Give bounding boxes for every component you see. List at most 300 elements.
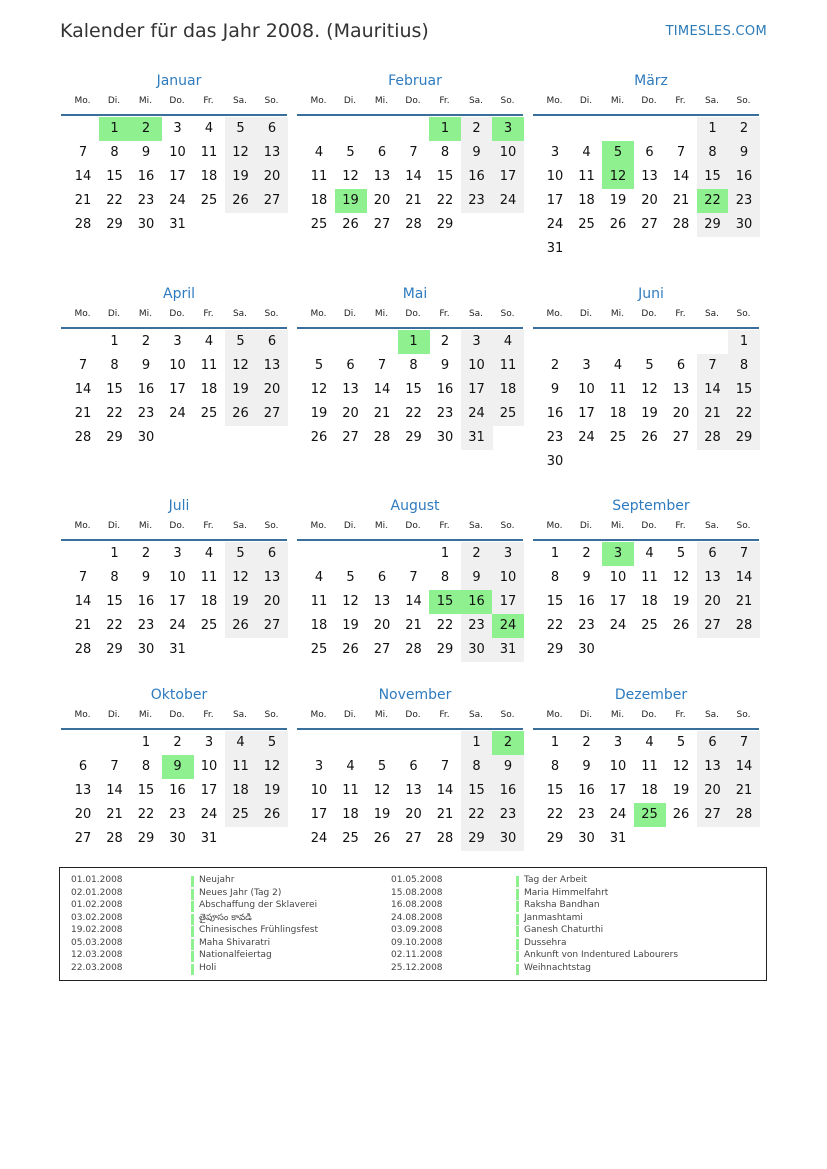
day-cell: 27: [697, 803, 729, 827]
day-cell: 2: [461, 117, 493, 141]
day-cell: 27: [672, 430, 690, 445]
holiday-day-cell: 2: [492, 731, 524, 755]
day-cell: 26: [225, 402, 257, 426]
day-cell: 9: [582, 570, 591, 585]
day-cell: 24: [461, 402, 493, 426]
day-cell: 15: [697, 165, 729, 189]
day-cell: 22: [106, 618, 123, 633]
header-rule: [533, 327, 759, 329]
day-cell: 2: [461, 542, 493, 566]
day-cell: 20: [74, 807, 92, 822]
weekday-label: Mi.: [610, 710, 625, 720]
day-cell: 22: [106, 193, 123, 208]
weekday-label: Mo.: [74, 521, 91, 531]
day-cell: 23: [461, 614, 493, 638]
weekday-label: Do.: [405, 710, 421, 720]
day-cell: 21: [672, 193, 690, 208]
day-cell: 19: [342, 618, 359, 633]
holiday-day-cell: 3: [492, 117, 524, 141]
day-cell: 16: [137, 594, 155, 609]
weekday-label: Sa.: [704, 521, 720, 531]
weekday-label: Sa.: [232, 309, 248, 319]
day-cell: 5: [314, 358, 324, 373]
day-cell: 25: [310, 642, 328, 657]
day-cell: 2: [582, 735, 591, 750]
day-cell: 5: [225, 117, 257, 141]
legend-date: 05.03.2008: [71, 937, 123, 948]
day-cell: 8: [550, 570, 560, 585]
day-cell: 24: [546, 217, 564, 232]
weekday-label: Fr.: [675, 96, 686, 106]
day-cell: 17: [310, 807, 328, 822]
legend-holiday-name: Janmashtami: [524, 912, 583, 923]
day-cell: 20: [256, 165, 288, 189]
day-cell: 4: [613, 358, 623, 373]
legend-date: 02.01.2008: [71, 887, 123, 898]
day-cell: 19: [609, 193, 627, 208]
legend-holiday-name: Ankunft von Indentured Labourers: [524, 950, 679, 960]
legend-holiday-name: Neujahr: [199, 875, 235, 885]
day-cell: 7: [728, 542, 760, 566]
day-cell: 29: [436, 217, 454, 232]
legend-date: 24.08.2008: [391, 912, 443, 923]
day-cell: 28: [405, 217, 422, 232]
day-cell: 21: [436, 807, 454, 822]
day-cell: 7: [110, 759, 119, 774]
day-cell: 17: [609, 594, 627, 609]
day-cell: 14: [672, 169, 690, 184]
day-cell: 22: [728, 402, 760, 426]
day-cell: 2: [550, 358, 560, 373]
legend-holiday-name: Weihnachtstag: [524, 962, 591, 973]
legend-date: 03.09.2008: [391, 925, 443, 935]
weekday-header: [539, 96, 763, 112]
day-cell: 18: [200, 382, 218, 397]
day-cell: 18: [641, 783, 658, 798]
day-cell: 31: [492, 638, 524, 662]
day-cell: 9: [141, 358, 151, 373]
day-cell: 20: [672, 406, 690, 421]
day-cell: 6: [256, 117, 288, 141]
legend-date: 02.11.2008: [391, 950, 443, 960]
day-cell: 26: [225, 614, 257, 638]
weekday-label: Mi.: [374, 521, 389, 531]
day-cell: 29: [106, 642, 123, 657]
day-cell: 7: [409, 145, 418, 160]
day-cell: 4: [204, 121, 214, 136]
weekday-header: [67, 521, 291, 537]
weekday-label: Fr.: [439, 521, 450, 531]
day-cell: 30: [578, 642, 595, 657]
day-cell: 24: [169, 406, 186, 421]
day-cell: 23: [137, 193, 155, 208]
day-cell: 14: [728, 755, 760, 779]
weekday-label: Di.: [579, 309, 593, 319]
day-cell: 30: [137, 430, 155, 445]
weekday-label: Mi.: [374, 309, 389, 319]
day-cell: 14: [728, 566, 760, 590]
weekday-label: Di.: [107, 521, 121, 531]
day-cell: 24: [169, 618, 186, 633]
day-cell: 14: [697, 378, 729, 402]
weekday-header: [539, 309, 763, 325]
weekday-label: Mi.: [138, 521, 153, 531]
month-title: Dezember: [614, 687, 688, 703]
weekday-header: [303, 96, 527, 112]
day-cell: 27: [697, 614, 729, 638]
day-cell: 31: [461, 426, 493, 450]
holiday-marker: [516, 951, 519, 962]
day-cell: 28: [405, 642, 422, 657]
day-cell: 25: [609, 430, 627, 445]
weekday-header: [67, 309, 291, 325]
weekday-label: Mi.: [374, 96, 389, 106]
weekday-label: Mi.: [138, 96, 153, 106]
day-cell: 30: [578, 831, 595, 846]
day-cell: 11: [200, 145, 218, 160]
day-cell: 10: [609, 759, 627, 774]
day-cell: 17: [578, 406, 595, 421]
legend-date: 25.12.2008: [391, 962, 443, 973]
weekday-label: Mo.: [74, 710, 91, 720]
day-cell: 15: [106, 382, 123, 397]
legend-holiday-name: Chinesisches Frühlingsfest: [199, 925, 319, 935]
header-rule: [61, 114, 287, 116]
day-cell: 22: [436, 618, 454, 633]
weekday-label: Sa.: [232, 710, 248, 720]
day-cell: 22: [546, 807, 564, 822]
day-cell: 11: [578, 169, 595, 184]
weekday-label: So.: [264, 710, 279, 720]
weekday-label: Mi.: [610, 309, 625, 319]
day-cell: 13: [672, 382, 690, 397]
day-cell: 30: [137, 217, 155, 232]
day-cell: 19: [256, 779, 288, 803]
day-cell: 25: [641, 618, 658, 633]
day-cell: 28: [74, 430, 92, 445]
day-cell: 27: [373, 642, 391, 657]
legend-date: 09.10.2008: [391, 937, 443, 948]
holiday-day-cell: 24: [492, 614, 524, 638]
day-cell: 8: [697, 141, 729, 165]
day-grid: [539, 542, 763, 692]
weekday-label: So.: [736, 96, 751, 106]
day-cell: 21: [373, 406, 391, 421]
weekday-label: So.: [736, 309, 751, 319]
day-cell: 26: [342, 642, 359, 657]
day-cell: 23: [546, 430, 564, 445]
holiday-day-cell: 9: [162, 755, 194, 779]
day-grid: [303, 117, 527, 267]
day-cell: 29: [106, 217, 123, 232]
weekday-label: Fr.: [675, 710, 686, 720]
day-cell: 19: [225, 378, 257, 402]
weekday-header: [303, 309, 527, 325]
day-cell: 24: [310, 831, 328, 846]
day-cell: 10: [461, 354, 493, 378]
legend-holiday-name: తైపూసం కావడి: [199, 912, 252, 923]
month-title: Mai: [402, 286, 428, 302]
day-cell: 22: [546, 618, 564, 633]
day-cell: 1: [550, 735, 560, 750]
day-cell: 8: [461, 755, 493, 779]
month-title: Juli: [168, 498, 190, 514]
weekday-label: Sa.: [704, 309, 720, 319]
day-cell: 31: [546, 241, 564, 256]
day-cell: 15: [728, 378, 760, 402]
day-cell: 22: [106, 406, 123, 421]
day-cell: 14: [74, 169, 92, 184]
weekday-label: So.: [736, 521, 751, 531]
day-cell: 6: [346, 358, 355, 373]
day-cell: 22: [461, 803, 493, 827]
day-cell: 23: [578, 618, 595, 633]
day-cell: 6: [409, 759, 418, 774]
day-cell: 18: [225, 779, 257, 803]
day-cell: 16: [492, 779, 524, 803]
day-grid: [303, 542, 527, 692]
day-cell: 29: [546, 642, 564, 657]
day-cell: 25: [200, 618, 218, 633]
day-cell: 1: [141, 735, 151, 750]
day-cell: 8: [110, 570, 119, 585]
day-cell: 17: [461, 378, 493, 402]
day-cell: 7: [409, 570, 418, 585]
day-cell: 16: [461, 165, 493, 189]
weekday-label: Do.: [405, 521, 421, 531]
holiday-day-cell: 1: [398, 330, 430, 354]
holiday-marker: [191, 951, 194, 962]
weekday-label: Di.: [343, 96, 357, 106]
weekday-label: Di.: [107, 96, 121, 106]
day-cell: 8: [141, 759, 151, 774]
day-cell: 4: [314, 145, 324, 160]
day-cell: 9: [141, 570, 151, 585]
day-cell: 6: [697, 542, 729, 566]
day-cell: 5: [256, 731, 288, 755]
weekday-label: Do.: [405, 309, 421, 319]
day-cell: 30: [436, 430, 454, 445]
day-cell: 10: [169, 145, 186, 160]
holiday-marker: [516, 876, 519, 887]
day-cell: 10: [546, 169, 564, 184]
day-cell: 14: [373, 382, 391, 397]
day-cell: 24: [492, 189, 524, 213]
day-cell: 20: [697, 779, 729, 803]
weekday-label: Do.: [641, 96, 657, 106]
day-cell: 5: [225, 542, 257, 566]
holiday-marker: [191, 901, 194, 912]
day-cell: 17: [609, 783, 627, 798]
weekday-label: Mo.: [74, 96, 91, 106]
day-cell: 11: [342, 783, 359, 798]
day-cell: 9: [461, 141, 493, 165]
day-cell: 10: [169, 570, 186, 585]
holiday-marker: [516, 914, 519, 925]
day-grid: [303, 330, 527, 480]
day-cell: 29: [436, 642, 454, 657]
day-cell: 7: [78, 145, 88, 160]
holiday-marker: [191, 889, 194, 900]
weekday-label: Mo.: [546, 96, 563, 106]
day-cell: 1: [728, 330, 760, 354]
header-rule: [61, 327, 287, 329]
weekday-label: Mi.: [610, 521, 625, 531]
weekday-label: Sa.: [232, 521, 248, 531]
legend-holiday-name: Maria Himmelfahrt: [524, 887, 609, 898]
weekday-header: [303, 710, 527, 726]
day-cell: 28: [672, 217, 690, 232]
day-cell: 9: [141, 145, 151, 160]
header-rule: [297, 728, 523, 730]
day-cell: 4: [492, 330, 524, 354]
day-cell: 29: [405, 430, 422, 445]
day-cell: 20: [641, 193, 658, 208]
day-cell: 20: [373, 618, 391, 633]
month-title: Juni: [638, 286, 664, 302]
month-title: August: [390, 498, 440, 514]
day-grid: [67, 330, 291, 480]
day-cell: 15: [137, 783, 155, 798]
legend-holiday-name: Tag der Arbeit: [524, 875, 588, 885]
day-cell: 9: [461, 566, 493, 590]
holiday-day-cell: 1: [429, 117, 461, 141]
day-cell: 23: [461, 189, 493, 213]
day-cell: 3: [173, 334, 182, 349]
day-cell: 27: [373, 217, 391, 232]
day-cell: 27: [256, 402, 288, 426]
day-cell: 23: [492, 803, 524, 827]
day-cell: 19: [672, 594, 690, 609]
day-cell: 27: [641, 217, 658, 232]
day-cell: 8: [550, 759, 560, 774]
legend-date: 16.08.2008: [391, 900, 443, 910]
day-cell: 22: [405, 406, 422, 421]
weekday-label: Mo.: [74, 309, 91, 319]
day-cell: 28: [74, 217, 92, 232]
day-cell: 31: [609, 831, 627, 846]
day-cell: 5: [645, 358, 654, 373]
day-cell: 15: [546, 783, 564, 798]
day-cell: 6: [377, 145, 387, 160]
day-cell: 26: [256, 803, 288, 827]
brand-link[interactable]: TIMESLES.COM: [665, 24, 767, 39]
weekday-label: Mo.: [310, 96, 327, 106]
day-cell: 26: [609, 217, 627, 232]
day-cell: 15: [106, 169, 123, 184]
day-cell: 18: [492, 378, 524, 402]
day-cell: 21: [405, 193, 422, 208]
weekday-label: Fr.: [675, 521, 686, 531]
day-cell: 12: [310, 382, 328, 397]
holiday-day-cell: 3: [602, 542, 634, 566]
day-cell: 13: [256, 566, 288, 590]
day-cell: 10: [492, 141, 524, 165]
day-cell: 2: [440, 334, 450, 349]
day-cell: 1: [550, 546, 560, 561]
weekday-label: Di.: [107, 309, 121, 319]
legend-holiday-name: Abschaffung der Sklaverei: [199, 900, 318, 910]
day-cell: 19: [373, 807, 391, 822]
weekday-label: Fr.: [203, 521, 214, 531]
day-cell: 30: [728, 213, 760, 237]
day-cell: 14: [74, 594, 92, 609]
weekday-label: Do.: [169, 710, 185, 720]
legend-date: 01.05.2008: [391, 875, 443, 885]
day-cell: 21: [74, 193, 92, 208]
weekday-label: Fr.: [203, 96, 214, 106]
holiday-day-cell: 5: [602, 141, 634, 165]
day-cell: 25: [310, 217, 328, 232]
day-cell: 29: [697, 213, 729, 237]
day-cell: 16: [436, 382, 454, 397]
weekday-label: Di.: [107, 710, 121, 720]
weekday-label: Sa.: [232, 96, 248, 106]
weekday-label: Fr.: [203, 309, 214, 319]
day-cell: 30: [137, 642, 155, 657]
weekday-label: So.: [264, 309, 279, 319]
holiday-marker: [516, 889, 519, 900]
day-cell: 30: [546, 454, 564, 469]
header-rule: [61, 728, 287, 730]
day-cell: 8: [409, 358, 418, 373]
weekday-label: Di.: [579, 96, 593, 106]
day-cell: 21: [728, 779, 760, 803]
month-title: Februar: [388, 73, 442, 89]
day-cell: 3: [204, 735, 214, 750]
holiday-day-cell: 25: [634, 803, 666, 827]
weekday-label: Mo.: [546, 521, 563, 531]
header-rule: [297, 114, 523, 116]
day-cell: 2: [173, 735, 182, 750]
day-cell: 2: [582, 546, 591, 561]
day-cell: 20: [373, 193, 391, 208]
day-cell: 6: [676, 358, 686, 373]
day-cell: 3: [173, 546, 182, 561]
day-cell: 5: [377, 759, 387, 774]
month-title: Oktober: [150, 687, 208, 703]
day-cell: 23: [578, 807, 595, 822]
weekday-label: Fr.: [439, 309, 450, 319]
weekday-label: Sa.: [468, 96, 484, 106]
weekday-label: Fr.: [439, 710, 450, 720]
day-cell: 31: [169, 217, 186, 232]
weekday-header: [539, 521, 763, 537]
day-cell: 17: [200, 783, 218, 798]
day-cell: 3: [492, 542, 524, 566]
legend-holiday-name: Neues Jahr (Tag 2): [199, 887, 282, 898]
day-cell: 22: [436, 193, 454, 208]
holiday-marker: [191, 964, 194, 975]
day-cell: 12: [672, 570, 690, 585]
day-cell: 17: [169, 382, 186, 397]
day-cell: 15: [436, 169, 454, 184]
day-cell: 29: [106, 430, 123, 445]
day-cell: 13: [697, 566, 729, 590]
day-cell: 24: [200, 807, 218, 822]
weekday-label: Di.: [343, 710, 357, 720]
weekday-label: Sa.: [704, 710, 720, 720]
day-cell: 19: [310, 406, 328, 421]
day-cell: 25: [225, 803, 257, 827]
legend-date: 22.03.2008: [71, 962, 123, 973]
day-grid: [67, 117, 291, 267]
day-cell: 13: [405, 783, 422, 798]
day-cell: 26: [641, 430, 658, 445]
day-cell: 6: [256, 330, 288, 354]
day-cell: 1: [461, 731, 493, 755]
day-cell: 2: [141, 546, 151, 561]
